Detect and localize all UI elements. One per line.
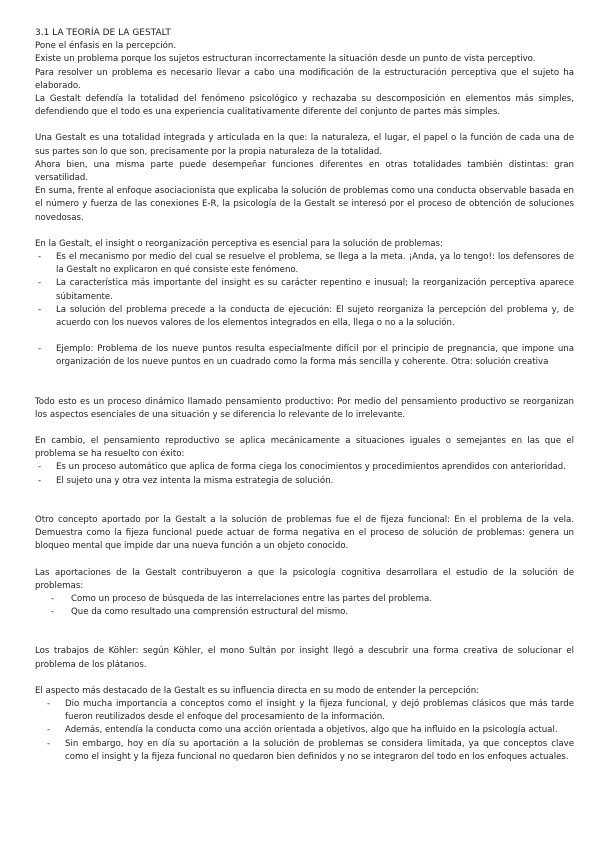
intro-paragraph-2: Existe un problema porque los sujetos estructuran incorrectamente la situación desde un punto de vista perceptivo. xyxy=(35,54,536,65)
insight-list xyxy=(35,251,574,370)
contributions-list xyxy=(35,593,574,619)
list-item: - Además, entendía la conducta como una acción orientada a objetivos, algo que ha influido en la psicología actual. xyxy=(35,724,574,737)
list-item: - Dio mucha importancia a conceptos como el insight y la fijeza funcional, y dejó problemas clásicos que más tarde fueron reutilizados desde el enfoque del procesamiento de la información. xyxy=(35,698,574,724)
intro-paragraph-1: Pone el énfasis en la percepción. xyxy=(35,41,177,52)
list-item: - La característica más importante del insight es su carácter repentino e inusual; la reorganización perceptiva aparece súbitamente. xyxy=(35,277,574,303)
intro-paragraph-4: La Gestalt defendía la totalidad del fenómeno psicológico y rechazaba su descomposición en elementos más simples, defendiendo que el todo es una experiencia cualitativamente diferente del conjunto de partes más simples. xyxy=(35,94,574,118)
fixedness-paragraph: Otro concepto aportado por la Gestalt a la solución de problemas fue el de fijeza funcional: En el problema de la vela. Demuestra como la fijeza funcional puede actuar de forma negativa en el proceso de solución de problemas: genera un bloqueo mental que impide dar una nueva función a un objeto conocido. xyxy=(35,514,574,552)
totality-paragraph-2: Ahora bien, una misma parte puede desempeñar funciones diferentes en otras totalidades también distintas: gran versatilidad. xyxy=(35,159,574,184)
influence-list xyxy=(35,698,574,764)
influence-lead: El aspecto más destacado de la Gestalt es su influencia directa en su modo de entender la percepción: xyxy=(35,685,480,696)
list-item: - Que da como resultado una comprensión estructural del mismo. xyxy=(35,606,574,619)
list-item: - La solución del problema precede a la conducta de ejecución: El sujeto reorganiza la percepción del problema y, de acuerdo con los nuevos valores de los elementos integrados en ella, llega o no a la solución. xyxy=(35,304,574,330)
totality-paragraph-1: Una Gestalt es una totalidad integrada y articulada en la que: la naturaleza, el lugar, el papel o la función de cada una de sus partes son lo que son, precisamente por la propia naturaleza de la totalidad. xyxy=(35,133,574,157)
list-item: - El sujeto una y otra vez intenta la misma estrategia de solución. xyxy=(35,475,574,488)
list-item: - Es un proceso automático que aplica de forma ciega los conocimientos y procedimientos aprendidos con anterioridad. xyxy=(35,461,574,474)
list-item: - Es el mecanismo por medio del cual se resuelve el problema, se llega a la meta. ¡Anda, ya lo tengo!: los defensores de la Gestalt no explicaron en qué consiste este fenómeno. xyxy=(35,251,574,277)
list-item: - Sin embargo, hoy en día su aportación a la solución de problemas se considera limitada, ya que conceptos clave como el insight y la fijeza funcional no quedaron bien definidos y no se integraron del todo en los enfoques actuales. xyxy=(35,738,574,764)
reproductive-lead: En cambio, el pensamiento reproductivo se aplica mecánicamente a situaciones iguales o semejantes en las que el problema se ha resuelto con éxito: xyxy=(35,436,574,460)
list-item: - Como un proceso de búsqueda de las interrelaciones entre las partes del problema. xyxy=(35,593,574,606)
totality-paragraph-3: En suma, frente al enfoque asociacionista que explicaba la solución de problemas como una conducta observable basada en el número y fuerza de las conexiones E-R, la psicología de la Gestalt se interesó por el proceso de obtención de soluciones novedosas. xyxy=(35,186,574,223)
contributions-lead: Las aportaciones de la Gestalt contribuyeron a que la psicología cognitiva desarrollara el estudio de la solución de problemas: xyxy=(35,567,574,591)
reproductive-list xyxy=(35,461,574,487)
list-item: - Ejemplo: Problema de los nueve puntos resulta especialmente difícil por el principio de pregnancia, que impone una organización de los nueve puntos en un cuadrado como la forma más sencilla y coherente. Otra: solución creativa xyxy=(35,343,574,369)
productive-paragraph: Todo esto es un proceso dinámico llamado pensamiento productivo: Por medio del pensamiento productivo se reorganizan los aspectos esenciales de una situación y se diferencia lo relevante de lo irrelevante. xyxy=(35,396,574,420)
kohler-paragraph: Los trabajos de Köhler: según Köhler, el mono Sultán por insight llegó a descubrir una forma creativa de solucionar el problema de los plátanos. xyxy=(35,646,574,670)
section-title: 3.1 LA TEORÍA DE LA GESTALT xyxy=(35,28,171,38)
intro-paragraph-3: Para resolver un problema es necesario llevar a cabo una modificación de la estructuración perceptiva que el sujeto ha elaborado. xyxy=(35,67,574,91)
insight-lead: En la Gestalt, el insight o reorganización perceptiva es esencial para la solución de problemas: xyxy=(35,238,443,249)
